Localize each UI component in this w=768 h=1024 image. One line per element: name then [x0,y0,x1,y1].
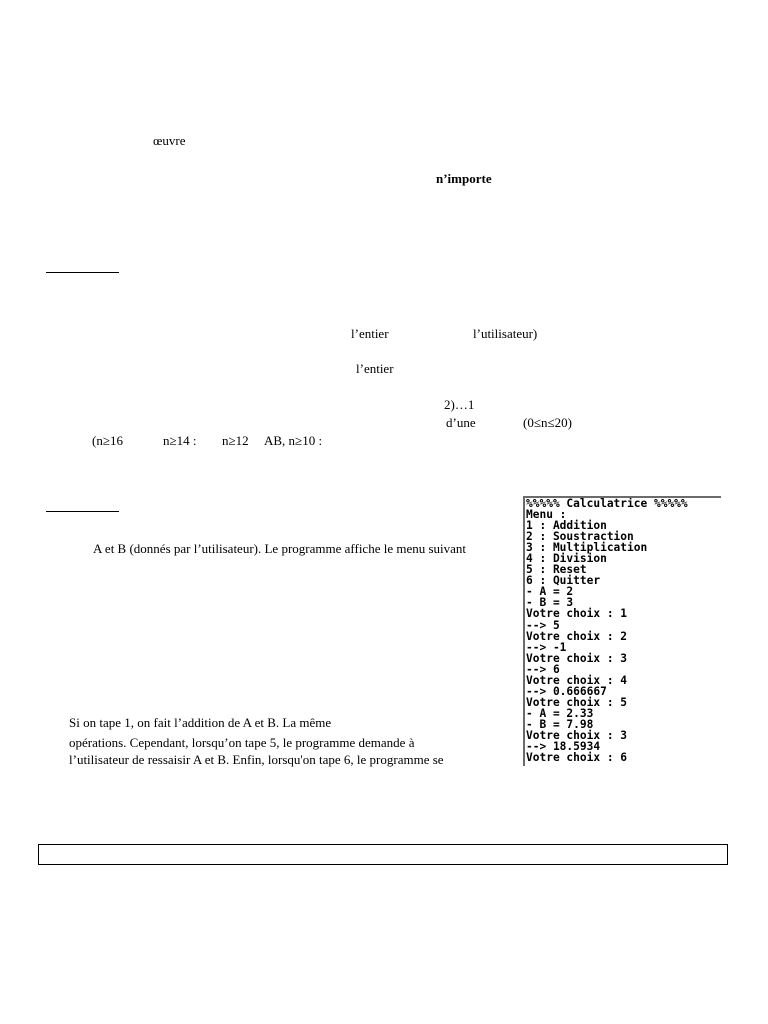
exercise-2-paragraph-line-3: l’utilisateur de ressaisir A et B. Enfin, lorsqu'on tape 6, le programme se [69,752,444,767]
exercise-2-paragraph-line-2: opérations. Cependant, lorsqu’on tape 5, le programme demande à [69,735,415,750]
console-line: Votre choix : 3 [526,651,628,665]
fragment-condition-1: (n≥16 [92,433,123,448]
fragment-dune: d’une [446,415,476,430]
fragment-n-range: (0≤n≤20) [523,415,572,430]
console-line: Votre choix : 3 [526,728,628,742]
exercise-2-heading-underline [46,511,119,512]
console-line: Menu : [526,508,567,522]
fragment-condition-4: AB, n≥10 : [264,433,323,448]
console-line: 1 : Addition [526,519,607,533]
exercise-2-paragraph-line-1: Si on tape 1, on fait l’addition de A et B. La même [69,715,332,730]
console-line: Votre choix : 5 [526,695,628,709]
fragment-range: 2)…1 [444,397,475,412]
console-line: 6 : Quitter [526,574,601,588]
console-screenshot [523,496,721,768]
empty-frame-box [38,844,728,865]
fragment-nimporte: n’importe [436,171,492,186]
console-line: --> 18.5934 [526,740,601,754]
console-line: 3 : Multiplication [526,541,648,555]
fragment-condition-2: n≥14 : [163,433,197,448]
console-line: - A = 2.33 [526,706,594,720]
console-line: 2 : Soustraction [526,530,634,544]
exercise-2-intro: A et B (donnés par l’utilisateur). Le programme affiche le menu suivant [93,541,467,556]
console-line: Votre choix : 1 [526,607,628,621]
console-left-border [523,498,525,766]
console-line: Votre choix : 4 [526,673,628,687]
console-line: - A = 2 [526,585,574,599]
exercise-1-heading-underline [46,272,119,273]
console-line: --> 6 [526,662,560,676]
console-line: Votre choix : 6 [526,751,628,765]
console-line: --> -1 [526,640,567,654]
console-line: %%%%% Calculatrice %%%%% [526,497,688,510]
console-line: - B = 7.98 [526,717,594,731]
console-line: 4 : Division [526,552,607,566]
fragment-lutilisateur: l’utilisateur) [473,326,538,341]
fragment-lentier-1: l’entier [351,326,389,341]
console-line: --> 0.666667 [526,684,607,698]
fragment-condition-3: n≥12 [222,433,249,448]
console-line: --> 5 [526,618,560,632]
console-line: - B = 3 [526,596,574,610]
fragment-oeuvre: œuvre [153,133,186,148]
fragment-lentier-2: l’entier [356,361,394,376]
console-line: Votre choix : 2 [526,629,628,643]
console-line: 5 : Reset [526,563,587,577]
